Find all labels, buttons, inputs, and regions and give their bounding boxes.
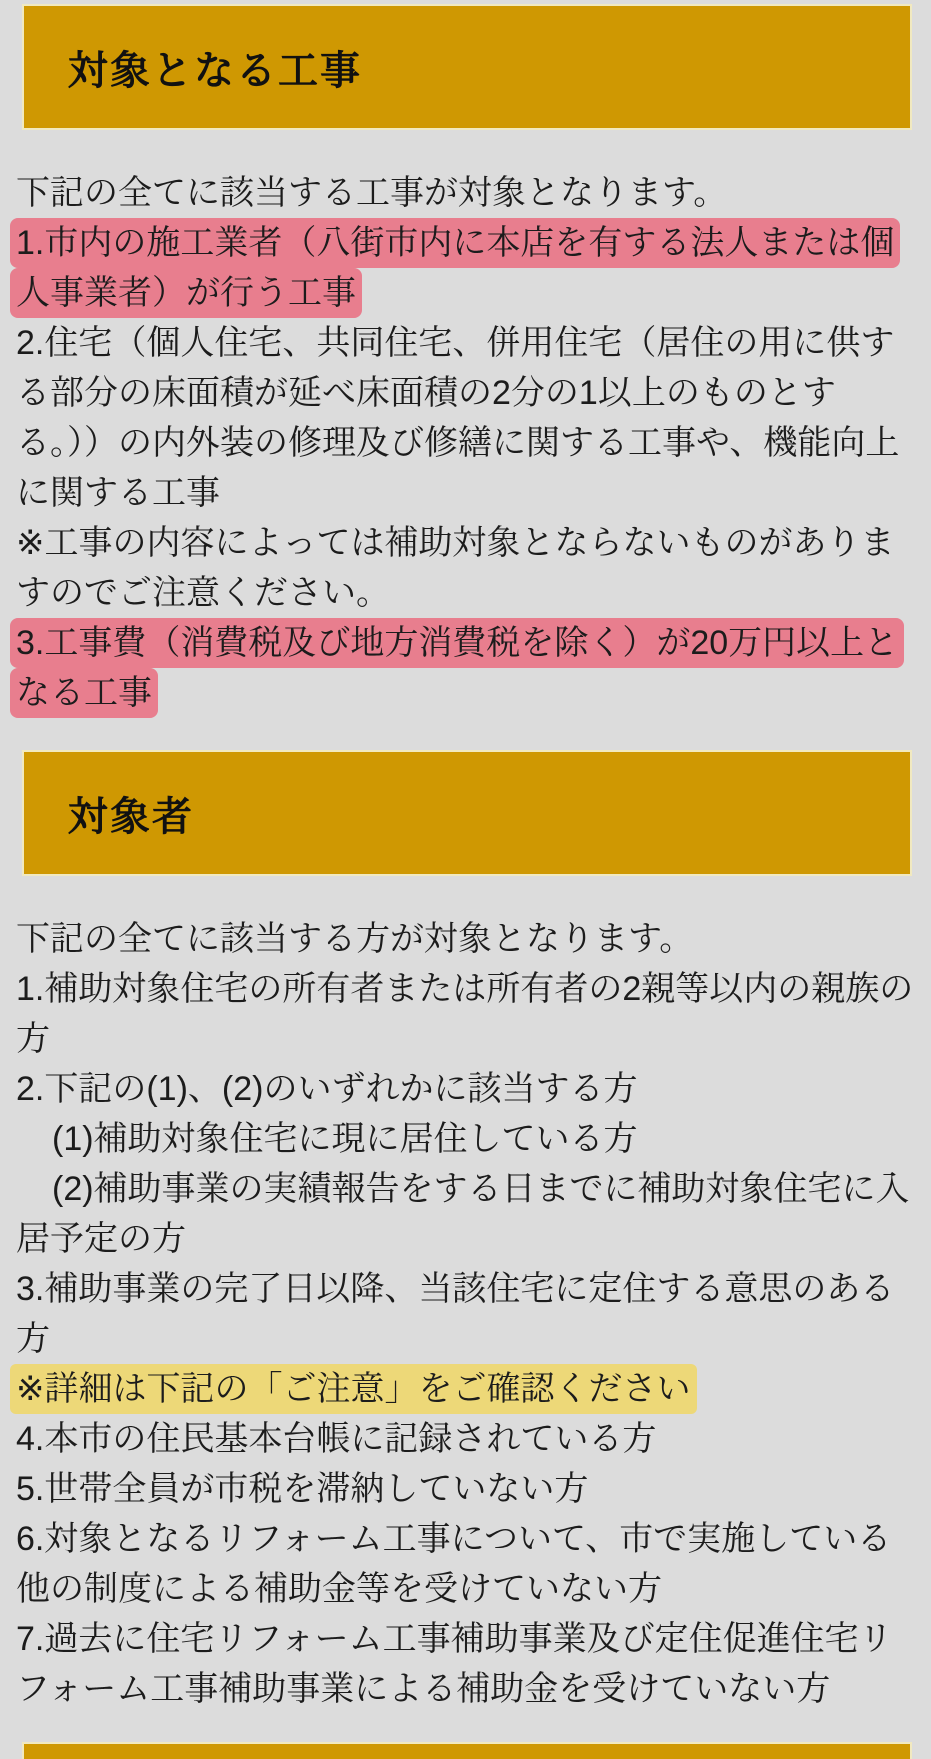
list-item-works-3 <box>16 618 916 718</box>
list-item-persons-4: 4.本市の住民基本台帳に記録されている方 <box>16 1420 657 1458</box>
note-line-works: ※工事の内容によっては補助対象とならないものがありますのでご注意ください。 <box>16 524 895 612</box>
sub-item-persons-2-2: (2)補助事業の実績報告をする日までに補助対象住宅に入居予定の方 <box>16 1170 910 1258</box>
list-item-persons-6: 6.対象となるリフォーム工事について、市で実施している他の制度による補助金等を受けていない方 <box>16 1520 892 1608</box>
section-body-eligible-works <box>16 168 916 718</box>
intro-line-persons: 下記の全てに該当する方が対象となります。 <box>16 920 694 958</box>
list-item-works-2: 2.住宅（個人住宅、共同住宅、併用住宅（居住の用に供する部分の床面積が延べ床面積の2分の1以上のものとする。））の内外装の修理及び修繕に関する工事や、機能向上に関する工事 <box>16 324 900 512</box>
note-line-persons <box>16 1364 916 1414</box>
list-item-persons-5: 5.世帯全員が市税を滞納していない方 <box>16 1470 589 1508</box>
yellow-highlight-notice: ※詳細は下記の「ご注意」をご確認ください <box>10 1364 697 1414</box>
section-header-eligible-works <box>22 4 912 130</box>
list-item-works-1 <box>16 218 916 318</box>
section-header-eligible-persons <box>22 750 912 876</box>
list-item-persons-1: 1.補助対象住宅の所有者または所有者の2親等以内の親族の方 <box>16 970 914 1058</box>
pink-highlight-contractor: 1.市内の施工業者（八街市内に本店を有する法人または個人事業者）が行う工事 <box>10 218 900 318</box>
intro-line-works: 下記の全てに該当する工事が対象となります。 <box>16 174 728 212</box>
list-item-persons-7: 7.過去に住宅リフォーム工事補助事業及び定住促進住宅リフォーム工事補助事業による補助金を受けていない方 <box>16 1620 893 1708</box>
section-body-eligible-persons <box>16 914 916 1714</box>
section-title-eligible-persons: 対象者 <box>68 794 194 839</box>
section-title-eligible-works: 対象となる工事 <box>68 48 362 93</box>
list-item-persons-3: 3.補助事業の完了日以降、当該住宅に定住する意思のある方 <box>16 1270 895 1358</box>
sub-item-persons-2-1: (1)補助対象住宅に現に居住している方 <box>52 1120 638 1158</box>
pink-highlight-cost: 3.工事費（消費税及び地方消費税を除く）が20万円以上となる工事 <box>10 618 904 718</box>
next-section-bar-partial <box>22 1742 912 1759</box>
list-item-persons-2: 2.下記の(1)、(2)のいずれかに該当する方 <box>16 1070 638 1108</box>
